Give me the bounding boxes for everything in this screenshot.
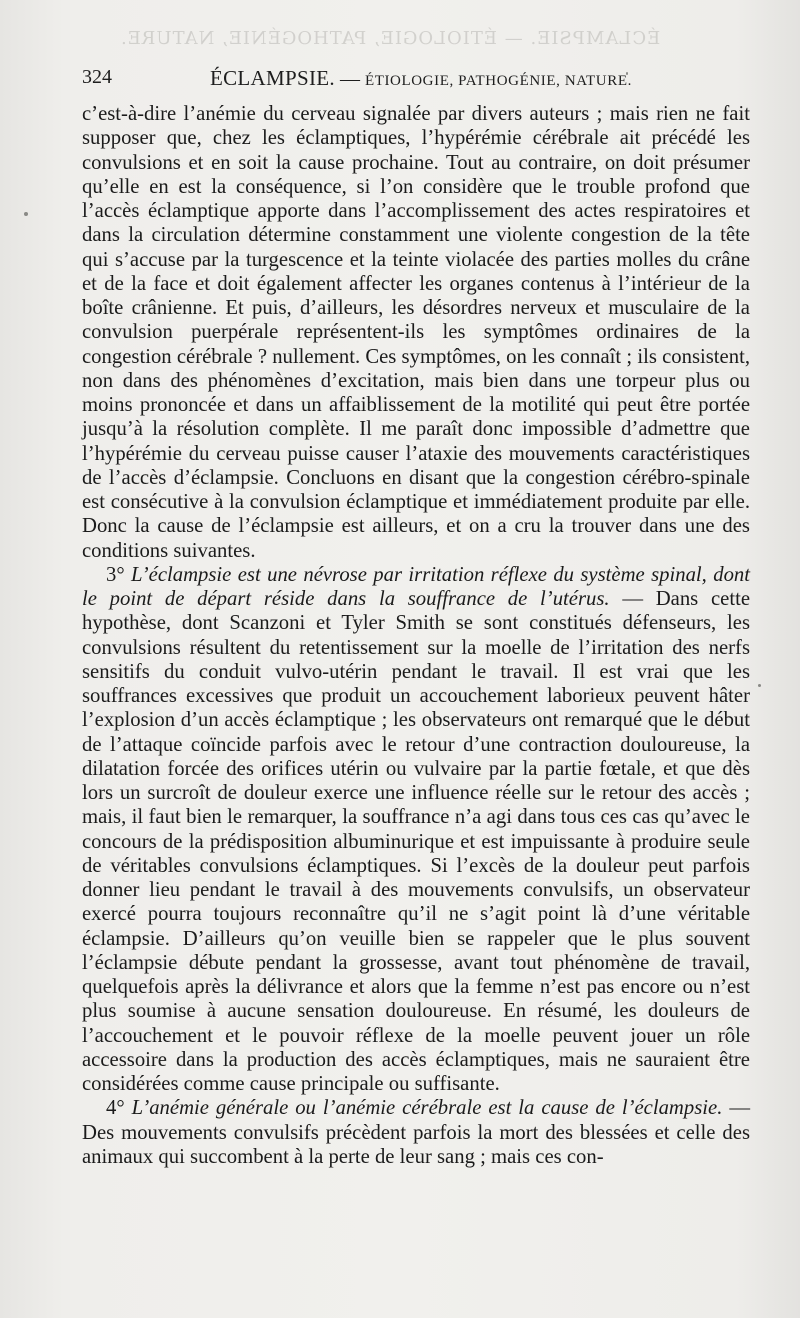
running-title-main: ÉCLAMPSIE. [210,66,335,90]
dust-speck [758,684,761,687]
page-number: 324 [82,66,112,88]
body-text [82,102,750,1169]
show-through: ÉCLAMPSIE. — ÉTIOLOGIE, PATHOGÉNIE, NATURE. [120,28,661,49]
paragraph-hypothesis-4 [82,1096,750,1169]
paragraph-text: — Dans cette hypothèse, dont Scanzoni et Tyler Smith se sont constitués défenseurs, les convulsions résultent du retentissement sur la moelle de l’irritation des nerfs sensitifs du conduit vulvo-utérin pendant le travail. Il est vrai que les souffrances excessives que produit un accouchement laborieux peuvent hâter l’explosion d’un accès éclamptique ; les observateurs ont remarqué que le début de l’attaque coïncide parfois avec le retour d’une contraction douloureuse, la dilatation forcée des orifices utérin ou vulvaire par la partie fœtale, et que dès lors un surcroît de douleur exerce une influence réelle sur le retour des accès ; mais, il faut bien le remarquer, la souffrance n’a agi dans tous ces cas qu’avec le concours de la prédisposition albuminurique et est impuissante à produire seule de véritables convulsions éclamptiques. Si l’excès de la douleur peut parfois donner lieu pendant le travail à des mouvements convulsifs, un observateur exercé pourra toujours reconnaître qu’il ne s’agit point là d’une véritable éclampsie. D’ailleurs qu’on veuille bien se rappeler que le plus souvent l’éclampsie débute pendant la grossesse, avant tout phénomène de travail, quelquefois après la délivrance et alors que la femme n’est pas encore ou n’est plus soumise à aucune sensation douloureuse. En résumé, les douleurs de l’accouchement et le pouvoir réflexe de la moelle peuvent jouer un rôle accessoire dans la production des accès éclamptiques, mais ne sauraient être considérées comme cause principale ou suffisante. [82,588,750,1095]
paragraph-continuation [82,102,750,563]
dust-speck [24,212,28,216]
running-title [210,66,632,91]
running-title-dash: — [339,68,360,90]
paragraph-number: 3° [106,563,125,586]
running-header [82,66,750,96]
paragraph-text: — Des mouvements convulsifs précèdent parfois la mort des blessées et celle des animaux qui succombent à la perte de leur sang ; mais ces con- [82,1097,751,1168]
paragraph-italic-heading: L’anémie générale ou l’anémie cérébrale est la cause de l’éclampsie. [131,1097,723,1120]
paragraph-text: c’est-à-dire l’anémie du cerveau signalée par divers auteurs ; mais rien ne fait supposer que, chez les éclamptiques, l’hypérémie cérébrale ait précédé les convulsions et en soit la cause prochaine. Tout au contraire, on doit présumer qu’elle en est la conséquence, si l’on considère que le trouble profond que l’accès éclamptique apporte dans l’accomplissement des actes respiratoires et dans la circulation détermine constamment une violente congestion de la tête qui s’accuse par la turgescence et la teinte violacée des parties molles du crâne et de la face et doit également affecter les organes contenus à l’intérieur de la boîte crânienne. Et puis, d’ailleurs, les désordres nerveux et musculaire de la convulsion puerpérale représentent-ils les symptômes ordinaires de la congestion cérébrale ? nullement. Ces symptômes, on les connaît ; ils consistent, non dans des phénomènes d’excitation, mais bien dans une torpeur plus ou moins prononcée et dans un affaiblissement de la motilité qui peut être portée jusqu’à la résolution complète. Il me paraît donc impossible d’admettre que l’hypérémie du cerveau puisse causer l’ataxie des mouvements caractéristiques de l’accès d’éclampsie. Concluons en disant que la congestion cérébro-spinale est consécutive à la convulsion éclamptique et immédiatement produite par elle. Donc la cause de l’éclampsie est ailleurs, et on a cru la trouver dans une des conditions suivantes. [82,103,750,562]
paragraph-italic-heading: L’éclampsie est une névrose par irritation réflexe du système spinal, dont le point de départ réside dans la souffrance de l’utérus. [82,563,751,610]
paragraph-number: 4° [106,1097,125,1120]
paragraph-hypothesis-3 [82,563,750,1097]
running-title-sub: ÉTIOLOGIE, PATHOGÉNIE, NATURE. [364,73,632,89]
